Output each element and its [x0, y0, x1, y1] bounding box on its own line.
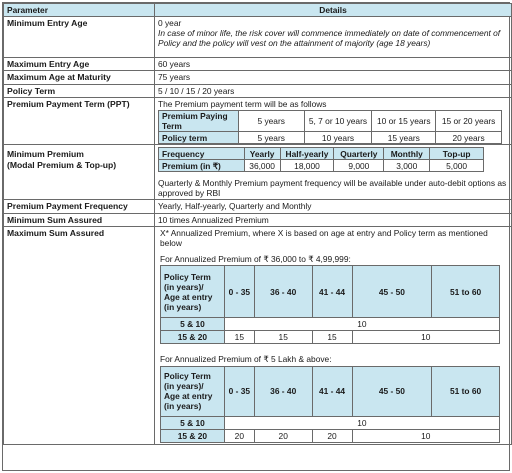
row-min-entry-age [4, 17, 512, 58]
row-ppt [4, 98, 512, 145]
frequency-col: Yearly [244, 148, 280, 160]
min-premium-label-line1: Minimum Premium [7, 149, 84, 160]
band1-corner: Policy Term (in years)/ Age at entry (in years) [161, 266, 225, 318]
ppf-label: Premium Payment Frequency [4, 200, 155, 213]
min-entry-age-value: 0 year [158, 18, 182, 29]
ppt-cell: 20 years [436, 132, 502, 144]
age-col: 45 - 50 [352, 266, 432, 318]
max-sa-details [155, 227, 512, 445]
term-label: 5 & 10 [161, 318, 225, 331]
age-col: 51 to 60 [432, 366, 500, 416]
max-sa-label: Maximum Sum Assured [4, 227, 155, 445]
ppt-label: Premium Payment Term (PPT) [4, 98, 155, 145]
ppt-intro: The Premium payment term will be as follows [158, 99, 327, 110]
ppt-paying-term-label: Premium Paying Term [159, 111, 239, 132]
max-age-maturity-label: Maximum Age at Maturity [4, 71, 155, 84]
row-max-sa [4, 227, 512, 445]
multiplier-cell: 10 [352, 331, 500, 344]
ppt-details [155, 98, 512, 145]
ppt-table [158, 110, 502, 144]
age-col: 36 - 40 [254, 366, 312, 416]
multiplier-cell: 10 [224, 416, 499, 429]
row-min-sa [4, 213, 512, 226]
multiplier-cell: 15 [254, 331, 312, 344]
ppt-row-policy-term [159, 132, 502, 144]
min-premium-header-row [159, 148, 484, 160]
policy-term-label: Policy Term [4, 84, 155, 97]
policy-term-value: 5 / 10 / 15 / 20 years [155, 84, 512, 97]
max-entry-age-label: Maximum Entry Age [4, 58, 155, 71]
parameter-header: Parameter [4, 4, 155, 17]
header-row [4, 4, 512, 17]
multiplier-cell: 15 [224, 331, 254, 344]
ppt-cell: 15 years [372, 132, 436, 144]
min-sa-label: Minimum Sum Assured [4, 213, 155, 226]
premium-row-label: Premium (in ₹) [159, 160, 245, 172]
age-col: 0 - 35 [224, 266, 254, 318]
ppt-cell: 10 or 15 years [372, 111, 436, 132]
age-col: 41 - 44 [312, 366, 352, 416]
term-label: 15 & 20 [161, 429, 225, 442]
multiplier-cell: 20 [312, 429, 352, 442]
ppt-cell: 5, 7 or 10 years [304, 111, 372, 132]
term-label: 15 & 20 [161, 331, 225, 344]
row-policy-term [4, 84, 512, 97]
max-entry-age-value: 60 years [155, 58, 512, 71]
frequency-col: Monthly [384, 148, 430, 160]
row-min-premium [4, 145, 512, 200]
band2-table [160, 366, 500, 443]
multiplier-cell: 15 [312, 331, 352, 344]
max-age-maturity-value: 75 years [155, 71, 512, 84]
ppt-cell: 5 years [238, 111, 304, 132]
max-sa-intro: X* Annualized Premium, where X is based on age at entry and Policy term as mentioned below [160, 228, 488, 249]
age-col: 41 - 44 [312, 266, 352, 318]
band1-table [160, 265, 500, 344]
ppt-cell: 15 or 20 years [436, 111, 502, 132]
age-col: 51 to 60 [432, 266, 500, 318]
features-table [3, 3, 512, 445]
min-premium-label [4, 145, 155, 200]
minor-life-note: In case of minor life, the risk cover will commence immediately on date of commencement of Policy and the policy will vest on the attainment of majority (age 18 years) [158, 28, 501, 49]
frequency-col: Quarterly [334, 148, 384, 160]
min-entry-age-details [155, 17, 512, 58]
frequency-col: Half-yearly [280, 148, 334, 160]
premium-value: 9,000 [334, 160, 384, 172]
ppt-cell: 10 years [304, 132, 372, 144]
band2-row-5-10 [161, 416, 500, 429]
band1-row-5-10 [161, 318, 500, 331]
details-header: Details [155, 4, 512, 17]
ppt-policy-term-label: Policy term [159, 132, 239, 144]
multiplier-cell: 20 [224, 429, 254, 442]
ppt-cell: 5 years [238, 132, 304, 144]
min-premium-note: Quarterly & Monthly Premium payment frequency will be available under auto-debit options as approved by RBI [158, 178, 507, 199]
age-col: 45 - 50 [352, 366, 432, 416]
multiplier-cell: 20 [254, 429, 312, 442]
row-ppf [4, 200, 512, 213]
min-premium-table [158, 147, 484, 172]
age-col: 36 - 40 [254, 266, 312, 318]
premium-value: 18,000 [280, 160, 334, 172]
premium-value: 36,000 [244, 160, 280, 172]
band1-title: For Annualized Premium of ₹ 36,000 to ₹ 4,99,999: [160, 254, 351, 265]
band1-row-15-20 [161, 331, 500, 344]
band2-header-row [161, 366, 500, 416]
min-premium-details [155, 145, 512, 200]
multiplier-cell: 10 [352, 429, 500, 442]
min-sa-value: 10 times Annualized Premium [155, 213, 512, 226]
band2-corner: Policy Term (in years)/ Age at entry (in years) [161, 366, 225, 416]
frequency-header: Frequency [159, 148, 245, 160]
row-max-entry-age [4, 58, 512, 71]
frequency-col: Top-up [430, 148, 484, 160]
premium-value: 3,000 [384, 160, 430, 172]
min-entry-age-label: Minimum Entry Age [4, 17, 155, 58]
band2-row-15-20 [161, 429, 500, 442]
product-features-sheet [2, 2, 510, 471]
band1-header-row [161, 266, 500, 318]
ppf-value: Yearly, Half-yearly, Quarterly and Monthly [155, 200, 512, 213]
ppt-row-paying-term [159, 111, 502, 132]
multiplier-cell: 10 [224, 318, 499, 331]
min-premium-value-row [159, 160, 484, 172]
premium-value: 5,000 [430, 160, 484, 172]
min-premium-label-line2: (Modal Premium & Top-up) [7, 159, 117, 170]
row-max-age-maturity [4, 71, 512, 84]
age-col: 0 - 35 [224, 366, 254, 416]
term-label: 5 & 10 [161, 416, 225, 429]
band2-title: For Annualized Premium of ₹ 5 Lakh & above: [160, 354, 332, 365]
